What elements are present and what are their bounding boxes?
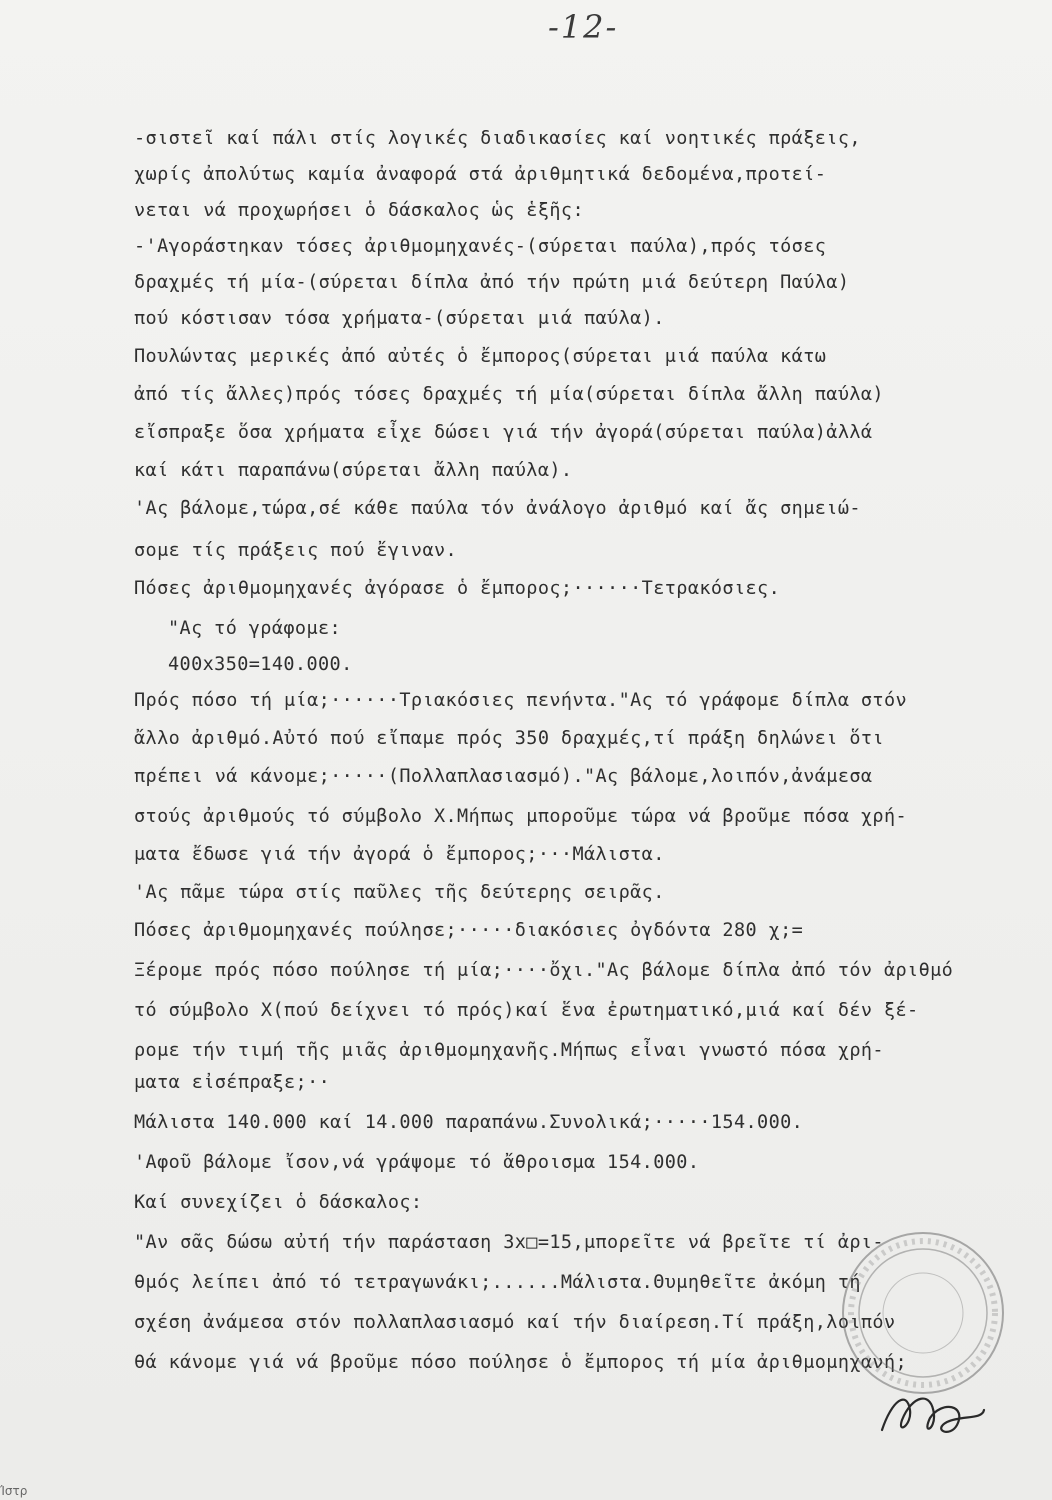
text-line: εἴσπραξε ὅσα χρήματα εἶχε δώσει γιά τήν ἀγορά(σύρεται παύλα)ἀλλά bbox=[134, 422, 873, 443]
text-line: 'Ας πᾶμε τώρα στίς παῦλες τῆς δεύτερης σειρᾶς. bbox=[134, 882, 665, 903]
text-line: νεται νά προχωρήσει ὁ δάσκαλος ὡς ἑξῆς: bbox=[134, 200, 584, 221]
text-line: ἀπό τίς ἄλλες)πρός τόσες δραχμές τή μία(σύρεται δίπλα ἄλλη παύλα) bbox=[134, 384, 884, 405]
text-line: Πουλώντας μερικές ἀπό αὐτές ὁ ἔμπορος(σύρεται μιά παύλα κάτω bbox=[134, 346, 827, 367]
text-line: Πόσες ἀριθμομηχανές πούλησε;·····διακόσιες ὀγδόντα 280 χ;= bbox=[134, 920, 804, 941]
official-stamp bbox=[838, 1228, 1008, 1398]
text-line: θμός λείπει ἀπό τό τετραγωνάκι;......Μάλιστα.Θυμηθεῖτε ἀκόμη τή bbox=[134, 1272, 861, 1293]
text-line: "Αν σᾶς δώσω αὐτή τήν παράσταση 3x□=15,μπορεῖτε νά βρεῖτε τί ἀρι- bbox=[134, 1232, 884, 1253]
text-line: σχέση ἀνάμεσα στόν πολλαπλασιασμό καί τήν διαίρεση.Τί πράξη,λοιπόν bbox=[134, 1312, 896, 1333]
text-line: ματα εἰσέπραξε;·· bbox=[134, 1072, 331, 1093]
text-line: -σιστεῖ καί πάλι στίς λογικές διαδικασίες καί νοητικές πράξεις, bbox=[134, 128, 861, 149]
text-line: Μάλιστα 140.000 καί 14.000 παραπάνω.Συνολικά;·····154.000. bbox=[134, 1112, 804, 1133]
corner-note: Ίστρ bbox=[0, 1484, 28, 1498]
text-line: Πόσες ἀριθμομηχανές ἀγόρασε ὁ ἔμπορος;······Τετρακόσιες. bbox=[134, 578, 781, 599]
text-line: ἄλλο ἀριθμό.Αὐτό πού εἴπαμε πρός 350 δραχμές,τί πράξη δηλώνει ὅτι bbox=[134, 728, 884, 749]
text-line: Ξέρομε πρός πόσο πούλησε τή μία;····ὄχι."Ας βάλομε δίπλα ἀπό τόν ἀριθμό bbox=[134, 960, 954, 981]
text-line: Καί συνεχίζει ὁ δάσκαλος: bbox=[134, 1192, 423, 1213]
page-number: -12- bbox=[548, 8, 619, 46]
text-line: στούς ἀριθμούς τό σύμβολο Χ.Μήπως μποροῦμε τώρα νά βροῦμε πόσα χρή- bbox=[134, 806, 908, 827]
text-line: σομε τίς πράξεις πού ἔγιναν. bbox=[134, 540, 458, 561]
text-line: 400x350=140.000. bbox=[168, 654, 353, 675]
text-line: θά κάνομε γιά νά βροῦμε πόσο πούλησε ὁ ἔμπορος τή μία ἀριθμομηχανή; bbox=[134, 1352, 908, 1373]
text-line: ματα ἔδωσε γιά τήν ἀγορά ὁ ἔμπορος;···Μάλιστα. bbox=[134, 844, 665, 865]
text-line: 'Αφοῦ βάλομε ἴσον,νά γράψομε τό ἄθροισμα 154.000. bbox=[134, 1152, 700, 1173]
text-line: 'Ας βάλομε,τώρα,σέ κάθε παύλα τόν ἀνάλογο ἀριθμό καί ἄς σημειώ- bbox=[134, 498, 861, 519]
text-line: τό σύμβολο Χ(πού δείχνει τό πρός)καί ἕνα ἐρωτηματικό,μιά καί δέν ξέ- bbox=[134, 1000, 919, 1021]
handwritten-signature bbox=[872, 1380, 992, 1450]
text-line: ρομε τήν τιμή τῆς μιᾶς ἀριθμομηχανῆς.Μήπως εἶναι γνωστό πόσα χρή- bbox=[134, 1040, 884, 1061]
text-line: καί κάτι παραπάνω(σύρεται ἄλλη παύλα). bbox=[134, 460, 573, 481]
text-line: δραχμές τή μία-(σύρεται δίπλα ἀπό τήν πρώτη μιά δεύτερη Παύλα) bbox=[134, 272, 850, 293]
text-line: πού κόστισαν τόσα χρήματα-(σύρεται μιά παύλα). bbox=[134, 308, 665, 329]
text-line: πρέπει νά κάνομε;·····(Πολλαπλασιασμό)."Ας βάλομε,λοιπόν,ἀνάμεσα bbox=[134, 766, 873, 787]
text-line: χωρίς ἀπολύτως καμία ἀναφορά στά ἀριθμητικά δεδομένα,προτεί- bbox=[134, 164, 827, 185]
text-line: "Ας τό γράφομε: bbox=[168, 618, 342, 639]
text-line: Πρός πόσο τή μία;······Τριακόσιες πενήντα."Ας τό γράφομε δίπλα στόν bbox=[134, 690, 908, 711]
text-line: -'Αγοράστηκαν τόσες ἀριθμομηχανές-(σύρεται παύλα),πρός τόσες bbox=[134, 236, 827, 257]
